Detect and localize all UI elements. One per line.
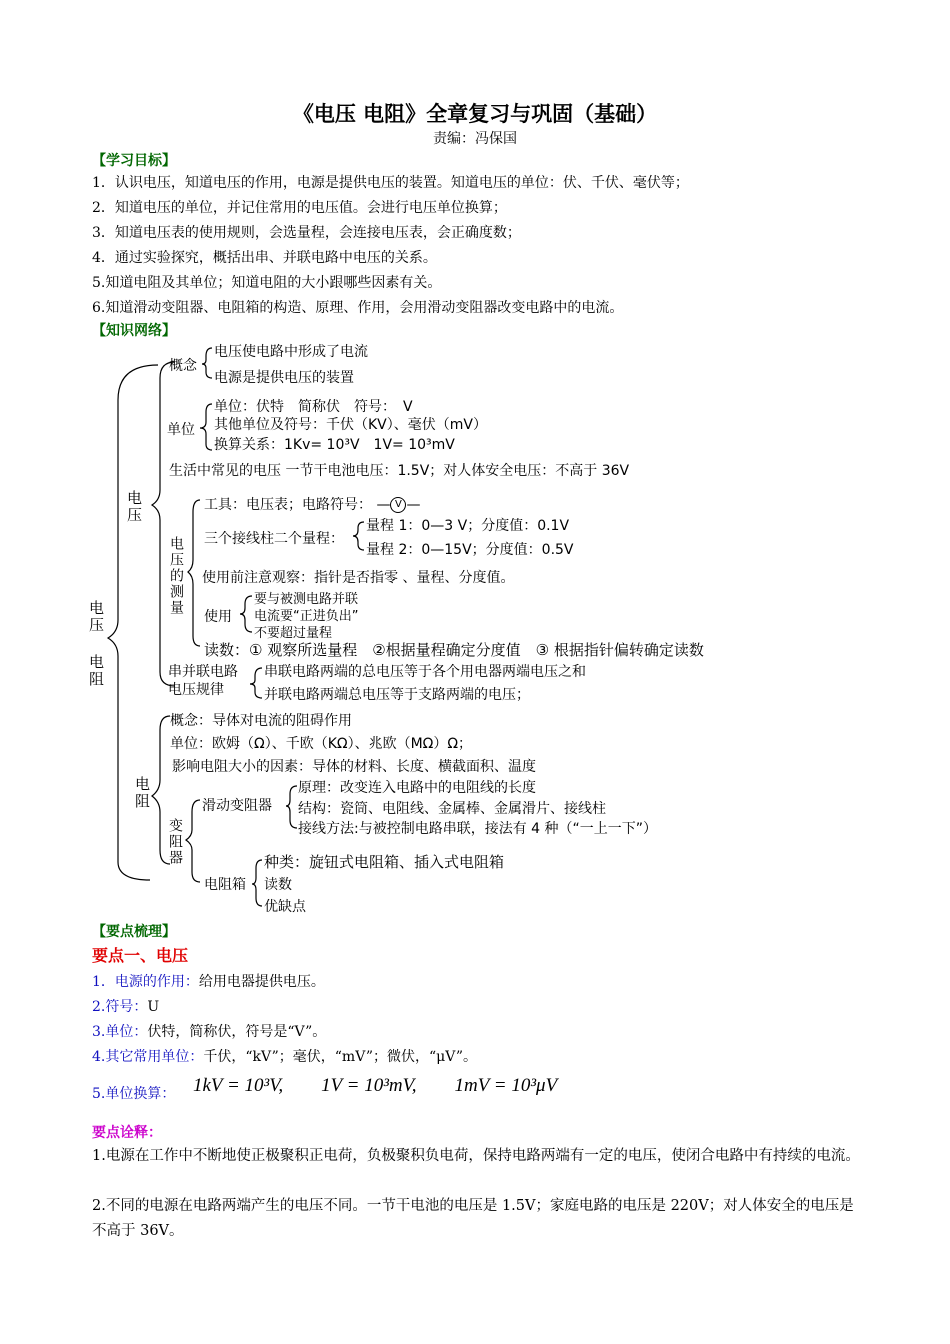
goal-item: 6.知道滑动变阻器、电阻箱的构造、原理、作用，会用滑动变阻器改变电路中的电流。	[92, 300, 624, 316]
goal-item: 2．知道电压的单位，并记住常用的电压值。会进行电压单位换算；	[92, 200, 507, 216]
unit-conversion-formula: 1kV = 10³V, 1V = 10³mV, 1mV = 10³μV	[193, 1075, 558, 1096]
tree-use-item: 电流要“正进负出”	[254, 609, 359, 624]
tree-unit-item: 其他单位及符号：千伏（KV）、毫伏（mV）	[214, 417, 487, 433]
point-item	[92, 971, 325, 991]
network-heading: 【知识网络】	[92, 323, 176, 339]
tree-range-item: 量程 2：0—15V；分度值：0.5V	[366, 542, 574, 558]
tree-common-voltage: 生活中常见的电压 一节干电池电压：1.5V；对人体安全电压：不高于 36V	[169, 463, 630, 479]
point-text: U	[147, 999, 160, 1015]
tree-before-use: 使用前注意观察：指针是否指零 、量程、分度值。	[202, 570, 515, 586]
tree-range-item: 量程 1：0—3 V；分度值：0.1V	[366, 518, 570, 534]
point-text: 伏特，简称伏，符号是“V”。	[147, 1024, 327, 1040]
tree-box-item: 种类：旋钮式电阻箱、插入式电阻箱	[264, 853, 505, 871]
notes-heading: 要点诠释：	[92, 1125, 162, 1141]
point-label: 1．电源的作用：	[92, 974, 199, 990]
tree-unit-item: 单位：伏特 简称伏 符号： V	[214, 399, 413, 415]
goal-item: 4．通过实验探究，概括出串、并联电路中电压的关系。	[92, 250, 437, 266]
tree-terminals-label: 三个接线柱二个量程：	[204, 531, 344, 547]
tree-series-label: 串并联电路	[168, 664, 238, 680]
point-item	[92, 1021, 326, 1041]
tree-tool	[204, 494, 420, 514]
tree-concept-item: 电源是提供电压的装置	[214, 370, 354, 386]
tree-unit-item: 换算关系：1Kv= 10³V 1V= 10³mV	[214, 437, 455, 453]
tree-box-item: 优缺点	[264, 899, 306, 915]
tree-use-label: 使用	[204, 609, 232, 625]
tree-slide-label: 滑动变阻器	[202, 798, 272, 814]
tree-concept-label: 概念	[169, 358, 197, 374]
tree-concept-item: 电压使电路中形成了电流	[214, 344, 368, 360]
point1-heading: 要点一、电压	[92, 946, 189, 965]
goal-item: 1．认识电压，知道电压的作用，电源是提供电压的装置。知道电压的单位：伏、千伏、毫伏等；	[92, 175, 689, 191]
point-label: 2.符号：	[92, 999, 148, 1015]
point-text: 千伏，“kV”；毫伏，“mV”；微伏，“μV”。	[203, 1049, 478, 1065]
goal-item: 5.知道电阻及其单位；知道电阻的大小跟哪些因素有关。	[92, 275, 442, 291]
goals-heading: 【学习目标】	[92, 153, 176, 169]
point-label: 5.单位换算：	[92, 1086, 176, 1102]
tree-series-item: 串联电路两端的总电压等于各个用电器两端电压之和	[264, 664, 586, 680]
voltmeter-symbol: — V —	[376, 497, 421, 513]
tree-r-concept: 概念：导体对电流的阻碍作用	[170, 713, 352, 729]
tree-series-item: 并联电路两端总电压等于支路两端的电压；	[264, 687, 530, 703]
page-title: 《电压 电阻》全章复习与巩固（基础）	[292, 102, 658, 126]
tree-slide-item: 原理：改变连入电路中的电阻线的长度	[298, 780, 536, 796]
note-paragraph: 2.不同的电源在电路两端产生的电压不同。一节干电池的电压是 1.5V；家庭电路的电压是 220V；对人体安全的电压是不高于 36V。	[92, 1198, 854, 1239]
tree-rheostat-label: 变阻器	[167, 818, 183, 866]
points-heading: 【要点梳理】	[92, 924, 176, 940]
voltmeter-circle-icon: V	[390, 497, 406, 513]
tree-voltage: 电压	[125, 490, 143, 524]
point-text: 给用电器提供电压。	[198, 974, 325, 990]
tree-box-label: 电阻箱	[204, 877, 246, 893]
goal-item: 3．知道电压表的使用规则，会选量程，会连接电压表，会正确度数；	[92, 225, 521, 241]
tree-r-factors: 影响电阻大小的因素：导体的材料、长度、横截面积、温度	[172, 759, 536, 775]
tree-resistance: 电阻	[133, 776, 151, 810]
point-label: 4.其它常用单位：	[92, 1049, 204, 1065]
point-item	[92, 1046, 477, 1066]
editor-line: 责编：冯保国	[433, 131, 517, 147]
tree-series-label: 电压规律	[168, 682, 224, 698]
point-item	[92, 1083, 175, 1103]
tree-tool-text: 工具：电压表；电路符号：	[204, 497, 372, 513]
tree-box-item: 读数	[264, 877, 292, 893]
tree-use-item: 要与被测电路并联	[254, 592, 359, 607]
tree-root: 电压 电阻	[87, 600, 105, 688]
point-item	[92, 996, 159, 1016]
note-paragraph: 1.电源在工作中不断地使正极聚积正电荷，负极聚积负电荷，保持电路两端有一定的电压，使闭合电路中有持续的电流。	[92, 1148, 860, 1164]
tree-use-item: 不要超过量程	[254, 626, 333, 641]
tree-slide-item: 接线方法:与被控制电路串联，接法有 4 种（“一上一下”）	[298, 821, 658, 837]
point-label: 3.单位：	[92, 1024, 148, 1040]
tree-slide-item: 结构：瓷筒、电阻线、金属棒、金属滑片、接线柱	[298, 801, 606, 817]
tree-r-unit: 单位：欧姆（Ω）、千欧（KΩ）、兆欧（MΩ）Ω；	[170, 736, 473, 752]
tree-unit-label: 单位	[167, 422, 195, 438]
tree-measure-label: 电压的测量	[168, 536, 184, 616]
tree-reading: 读数：① 观察所选量程 ②根据量程确定分度值 ③ 根据指针偏转确定读数	[204, 641, 704, 659]
